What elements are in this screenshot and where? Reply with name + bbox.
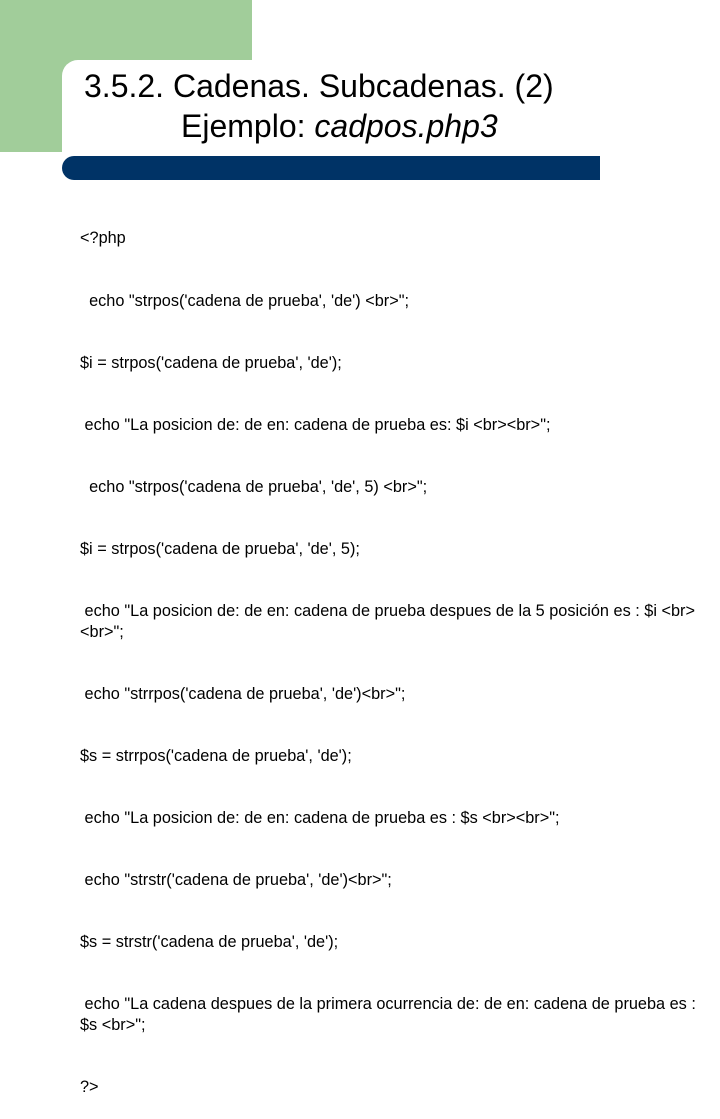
code-block (80, 187, 700, 1119)
code-line: $i = strpos('cadena de prueba', 'de'); (80, 353, 342, 372)
slide-title (84, 66, 704, 146)
slide-title-line2 (84, 106, 704, 146)
code-line: echo "strpos('cadena de prueba', 'de') <br>"; (80, 291, 410, 310)
code-line: ?> (80, 1078, 99, 1097)
code-line: echo "La posicion de: de en: cadena de prueba es : $s <br><br>"; (80, 809, 560, 828)
code-line: echo "strstr('cadena de prueba', 'de')<br>"; (80, 871, 392, 890)
code-line: echo "La posicion de: de en: cadena de prueba despues de la 5 posición es : $i <br><br>"; (80, 602, 695, 641)
slide-title-line1: 3.5.2. Cadenas. Subcadenas. (2) (84, 68, 554, 104)
code-line: $s = strstr('cadena de prueba', 'de'); (80, 933, 339, 952)
slide-title-prefix: Ejemplo: (181, 108, 315, 144)
code-line: echo "La cadena despues de la primera ocurrencia de: de en: cadena de prueba es : $s <br>"; (80, 995, 701, 1035)
code-line: echo "strpos('cadena de prueba', 'de', 5) <br>"; (80, 477, 428, 496)
code-line: <?php (80, 229, 126, 248)
code-line: echo "La posicion de: de en: cadena de prueba es: $i <br><br>"; (80, 415, 551, 434)
code-line: $s = strrpos('cadena de prueba', 'de'); (80, 746, 352, 765)
code-line: echo "strrpos('cadena de prueba', 'de')<br>"; (80, 684, 406, 703)
code-line: $i = strpos('cadena de prueba', 'de', 5); (80, 539, 360, 558)
decorative-navy-bar (62, 156, 600, 180)
slide-title-filename: cadpos.php3 (314, 108, 498, 144)
